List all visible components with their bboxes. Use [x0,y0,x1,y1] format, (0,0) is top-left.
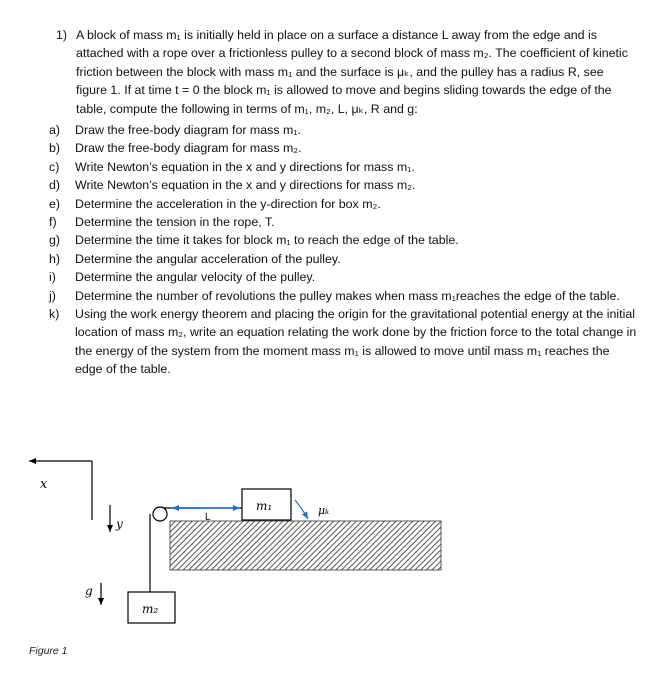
part-text: Draw the free-body diagram for mass m₂. [75,141,302,156]
part-text: Determine the acceleration in the y-direction for box m₂. [75,196,381,211]
table [170,521,441,570]
part-label: c) [49,159,60,174]
part-label: h) [49,251,61,266]
part-label: a) [49,123,61,137]
part-label: k) [49,307,60,322]
part-text: Determine the angular acceleration of the pulley. [75,251,341,266]
mu-label: μₖ [318,504,330,517]
part-text: Determine the number of revolutions the pulley makes when mass m₁reaches the edge of the table. [75,288,620,303]
problem-number: 1) [56,28,68,42]
part-text: Write Newton’s equation in the x and y directions for mass m₂. [75,178,416,193]
part-text: Determine the time it takes for block m₁ to reach the edge of the table. [75,233,459,248]
part-label: j) [49,288,56,303]
part-text: Write Newton’s equation in the x and y directions for mass m₁. [75,159,415,174]
y-label: y [116,517,123,531]
part-label: i) [49,270,56,285]
x-axis-label: x [40,477,48,492]
m2-label: m₂ [142,602,159,616]
L-label: L [205,512,211,523]
part-text: Determine the tension in the rope, T. [75,215,275,230]
part-label: g) [49,233,61,248]
part-text: Determine the angular velocity of the pulley. [75,270,316,285]
m1-label: m₁ [256,499,273,513]
part-label: d) [49,178,61,193]
figure-caption: Figure 1 [29,645,68,657]
friction-indicator [295,500,308,519]
part-label: f) [49,215,57,230]
g-label: g [85,584,93,598]
problem-text: A block of mass m₁ is initially held in place on a surface a distance L away from the edge and is attached with a rope over a frictionless pulley to a second block of mass m₂. The coefficient of kinetic friction between the block with mass m₁ and the surface is μₖ, and the pulley has a radius R, see figure 1. If at time t = 0 the block m₁ is allowed to move and begins sliding towards the edge of the table, compute the following in terms of m₁, m₂, L, μₖ, R and g: [76,28,628,116]
part-text: Draw the free-body diagram for mass m₁. [75,123,301,137]
part-label: b) [49,141,61,156]
part-label: e) [49,196,61,211]
pulley [153,507,167,521]
part-text: Using the work energy theorem and placing the origin for the gravitational potential energy at the initial location of mass m₂, write an equation relating the work done by the friction force to the total change in the energy of the system from the moment mass m₁ is allowed to move until mass m₁ reaches the edge of the table. [75,307,637,377]
